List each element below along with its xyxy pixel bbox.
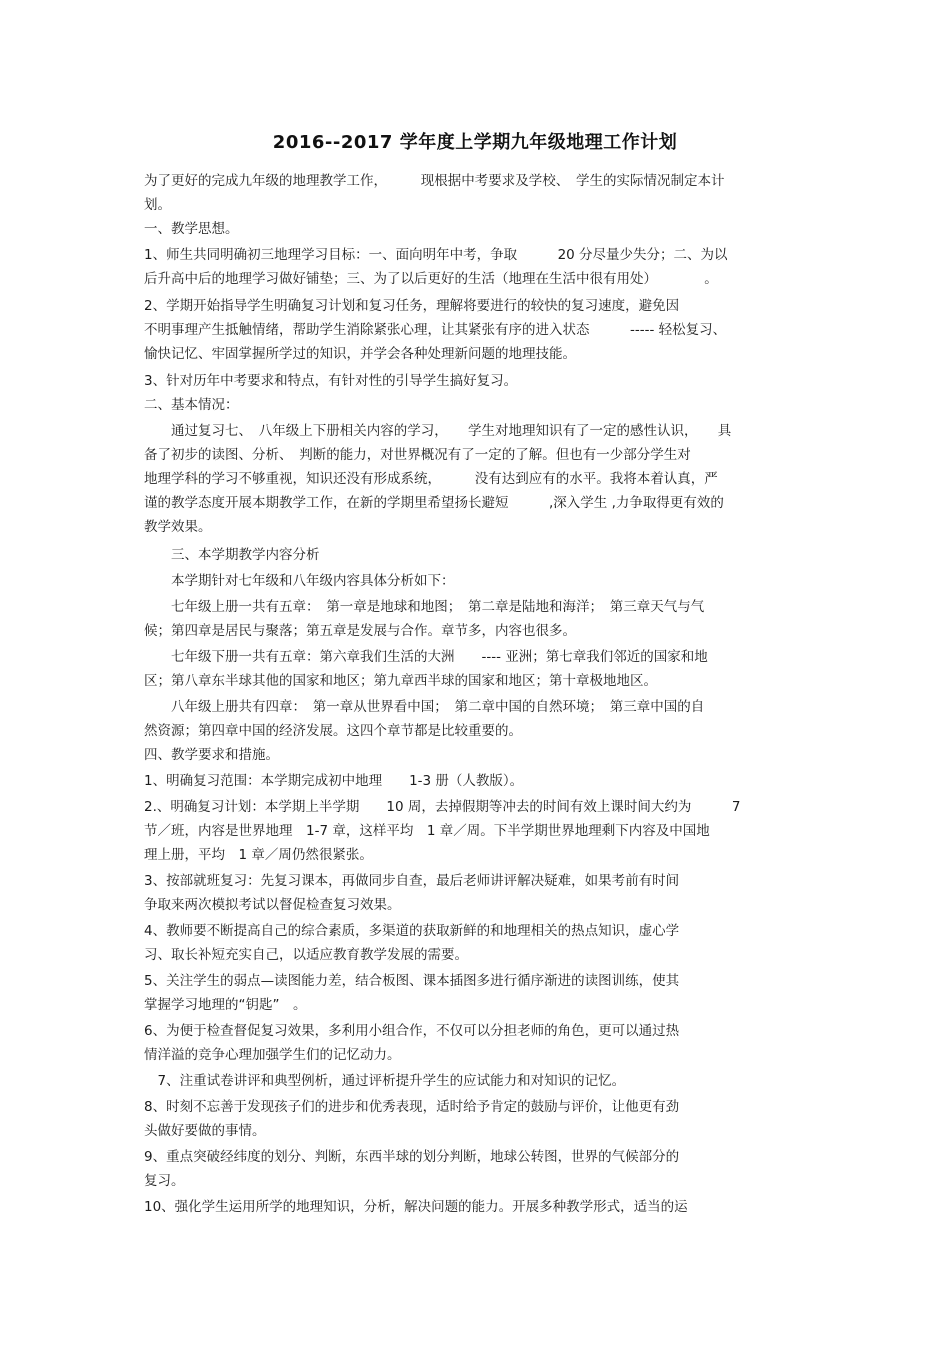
text-line: 后升高中后的地理学习做好铺垫；三、为了以后更好的生活（地理在生活中很有用处） 。 (144, 271, 718, 287)
text-line: 为了更好的完成九年级的地理教学工作， 现根据中考要求及学校、 学生的实际情况制定本计 (144, 173, 725, 189)
text-line: 9、重点突破经纬度的划分、判断，东西半球的划分判断，地球公转图，世界的气候部分的 (144, 1149, 680, 1165)
text-line: 候；第四章是居民与聚落；第五章是发展与合作。章节多，内容也很多。 (144, 623, 576, 639)
text-line: 区；第八章东半球其他的国家和地区；第九章西半球的国家和地区；第十章极地地区。 (144, 673, 657, 689)
text-line: 教学效果。 (144, 519, 212, 535)
text-line: 三、本学期教学内容分析 (144, 547, 320, 563)
text-line: 3、按部就班复习：先复习课本，再做同步自查，最后老师讲评解决疑难，如果考前有时间 (144, 873, 680, 889)
text-line: 5、关注学生的弱点—读图能力差，结合板图、课本插图多进行循序渐进的读图训练，使其 (144, 973, 680, 989)
text-line: 七年级上册一共有五章： 第一章是地球和地图； 第二章是陆地和海洋； 第三章天气与气 (144, 599, 705, 615)
text-line: 本学期针对七年级和八年级内容具体分析如下： (144, 573, 455, 589)
text-line: 四、教学要求和措施。 (144, 747, 279, 763)
text-line: 一、教学思想。 (144, 221, 239, 237)
text-line: 然资源；第四章中国的经济发展。这四个章节都是比较重要的。 (144, 723, 522, 739)
text-line: 谨的教学态度开展本期教学工作，在新的学期里希望扬长避短 ,深入学生 ,力争取得更有效的 (144, 495, 724, 511)
text-line: 10、强化学生运用所学的地理知识，分析，解决问题的能力。开展多种教学形式，适当的运 (144, 1199, 688, 1215)
text-line: 4、教师要不断提高自己的综合素质，多渠道的获取新鲜的和地理相关的热点知识，虚心学 (144, 923, 680, 939)
text-line: 3、针对历年中考要求和特点，有针对性的引导学生搞好复习。 (144, 373, 518, 389)
text-line: 愉快记忆、牢固掌握所学过的知识，并学会各种处理新问题的地理技能。 (144, 346, 576, 362)
text-line: 7、注重试卷讲评和典型例析，通过评析提升学生的应试能力和对知识的记忆。 (144, 1073, 626, 1089)
document-title: 2016--2017 学年度上学期九年级地理工作计划 (272, 132, 678, 153)
text-line: 2.、明确复习计划：本学期上半学期 10 周，去掉假期等冲去的时间有效上课时间大约为 7 (144, 799, 741, 815)
text-line: 争取来两次模拟考试以督促检查复习效果。 (144, 897, 401, 913)
text-line: 不明事理产生抵触情绪，帮助学生消除紧张心理，让其紧张有序的进入状态 ----- 轻松复习、 (144, 322, 727, 338)
text-line: 通过复习七、 八年级上下册相关内容的学习， 学生对地理知识有了一定的感性认识， 具 (144, 423, 732, 439)
text-line: 掌握学习地理的“钥匙” 。 (144, 997, 307, 1013)
text-line: 复习。 (144, 1173, 185, 1189)
text-line: 理上册，平均 1 章／周仍然很紧张。 (144, 847, 373, 863)
text-line: 二、基本情况： (144, 397, 239, 413)
text-line: 备了初步的读图、分析、 判断的能力，对世界概况有了一定的了解。但也有一少部分学生对 (144, 447, 691, 463)
text-line: 地理学科的学习不够重视，知识还没有形成系统， 没有达到应有的水平。我将本着认真，严 (144, 471, 718, 487)
text-line: 1、明确复习范围：本学期完成初中地理 1-3 册（人教版）。 (144, 773, 524, 789)
text-line: 八年级上册共有四章： 第一章从世界看中国； 第二章中国的自然环境； 第三章中国的自 (144, 699, 705, 715)
text-line: 情洋溢的竞争心理加强学生们的记忆动力。 (144, 1047, 401, 1063)
text-line: 6、为便于检查督促复习效果，多利用小组合作，不仅可以分担老师的角色，更可以通过热 (144, 1023, 680, 1039)
text-line: 节／班，内容是世界地理 1-7 章，这样平均 1 章／周。下半学期世界地理剩下内容及中国地 (144, 823, 710, 839)
text-line: 头做好要做的事情。 (144, 1123, 266, 1139)
text-line: 2、学期开始指导学生明确复习计划和复习任务，理解将要进行的较快的复习速度，避免因 (144, 298, 680, 314)
text-line: 划。 (144, 197, 171, 213)
text-line: 习、取长补短充实自己，以适应教育教学发展的需要。 (144, 947, 468, 963)
text-line: 1、师生共同明确初三地理学习目标：一、面向明年中考，争取 20 分尽量少失分；二、为以 (144, 247, 728, 263)
text-line: 8、时刻不忘善于发现孩子们的进步和优秀表现，适时给予肯定的鼓励与评价，让他更有劲 (144, 1099, 680, 1115)
text-line: 七年级下册一共有五章：第六章我们生活的大洲 ---- 亚洲；第七章我们邻近的国家和地 (144, 649, 708, 665)
